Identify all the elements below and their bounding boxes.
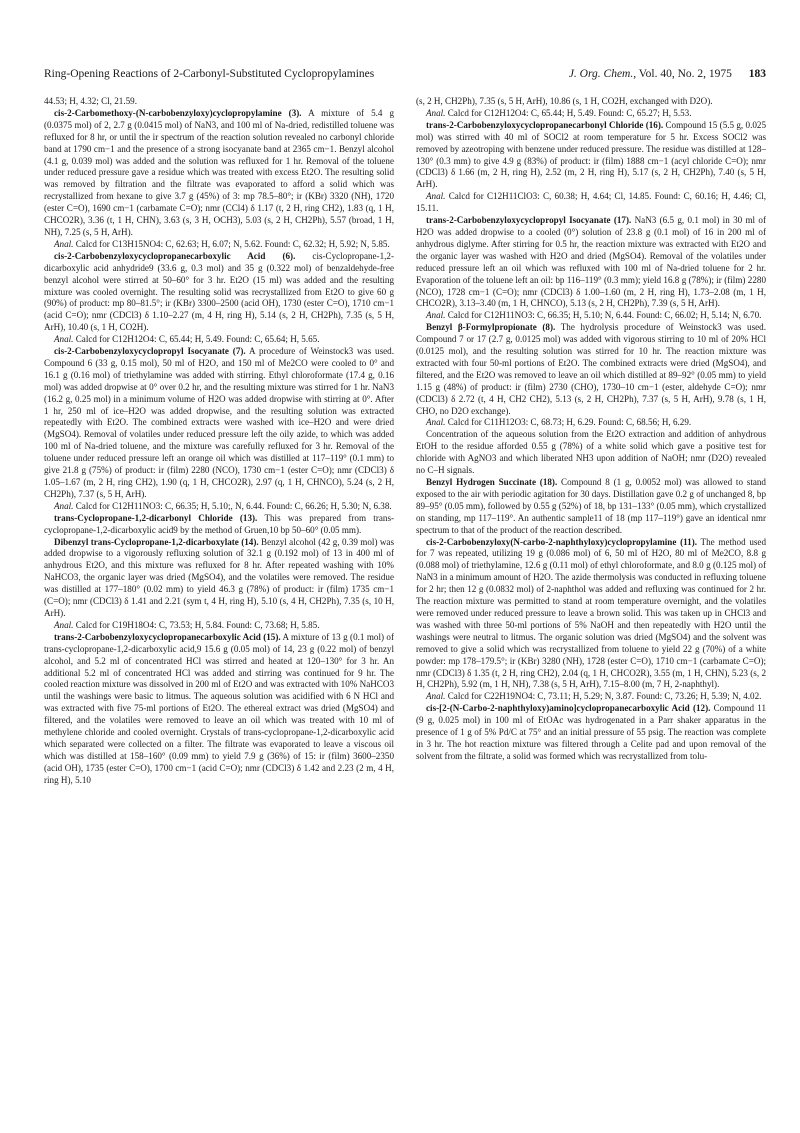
paragraph-text: NaN3 (6.5 g, 0.1 mol) in 30 ml of H2O was added dropwise to a cooled (0°) solution of 23.8 g (0.1 mol) of 16 in 200 ml of anhydrous diglyme. After stirring for 0.5 hr, the reaction mixture was extracted with Et2O and the organic layer was washed with H2O and dried (MgSO4). Removal of the volatiles under reduced pressure left an oil which was refluxed with 100 ml of Na-dried toluene for 2 hr. Evaporation of the toluene left an oil: bp 116–119° (0.3 mm); yield 16.8 g (78%); ir (film) 2280 (NCO), 1728 cm−1 (C=O); nmr (CDCl3) δ 1.00–1.60 (m, 2 H, ring H), 1.73–2.08 (m, 1 H, CHCO2R), 3.13–3.40 (m, 1 H, CHNCO), 5.13 (s, 2 H, CH2Ph), 7.39 (s, 5 H, ArH). bbox=[416, 215, 766, 309]
paragraph bbox=[44, 501, 394, 513]
paragraph-text: Calcd for C12H11ClO3: C, 60.38; H, 4.64; Cl, 14.85. Found: C, 60.16; H, 4.46; Cl, 15.11. bbox=[416, 191, 766, 214]
paragraph bbox=[416, 429, 766, 477]
journal-name: J. Org. Chem., bbox=[568, 68, 637, 80]
paragraph-text: 44.53; H, 4.32; Cl, 21.59. bbox=[44, 96, 137, 106]
paragraph bbox=[416, 120, 766, 191]
paragraph-text: The method used for 7 was repeated, utilizing 19 g (0.086 mol) of 6, 50 ml of H2O, 80 ml of Me2CO, 8.8 g (0.088 mol) of triethylamine, 12.6 g (0.11 mol) of ethyl chloroformate, and 8.0 g (0.125 mol) of NaN3 in a minimum amount of H2O. The azide thermolysis was conducted in refluxing toluene for 2 hr; then 12 g (0.0832 mol) of 2-naphthol was added and refluxing was continued for 2 hr. The reaction mixture was permitted to stand at room temperature overnight, and the volatiles were removed under reduced pressure to leave a brown solid. This was taken up in CHCl3 and was washed with three 50-ml portions of 5% NaOH and then repeatedly with H2O until the washings were neutral to litmus. The organic solution was dried (MgSO4) and the solvent was removed to give a solid which was recrystallized from toluene to yield 22 g (70%) of a white powder: mp 178–179.5°; ir (KBr) 3280 (NH), 1728 (ester C=O), 1710 cm−1 (carbamate C=O); nmr (CDCl3) δ 1.35 (t, 2 H, ring CH2), 2.04 (q, 1 H, CHCO2R), 3.55 (m, 1 H, CHN), 5.23 (s, 2 H, CH2Ph), 5.92 (m, 1 H, NH), 7.38 (s, 5 H, ArH), 7.15–8.00 (m, 7 H, 2-naphthyl). bbox=[416, 536, 766, 690]
journal-volume: Vol. 40, No. 2, 1975 bbox=[638, 68, 732, 80]
paragraph-text: Benzyl alcohol (42 g, 0.39 mol) was added dropwise to a vigorously refluxing solution of 32.1 g (0.192 mol) of 13 in 400 ml of anhydrous Et2O, and this mixture was refluxed for 8 hr. After repeated washing with 10% NaHCO3, the organic layer was dried (MgSO4), and the volatiles were removed. The residue was distilled at 177–180° (0.02 mm) to yield 46.3 g (78%) of product: ir (film) 1735 cm−1 (C=O); nmr (CDCl3) δ 1.41 and 2.21 (sym t, 4 H, ring H), 5.10 (s, 4 H, CH2Ph), 7.35 (s, 10 H, ArH). bbox=[44, 536, 394, 618]
paragraph-text: The hydrolysis procedure of Weinstock3 was used. Compound 7 or 17 (2.7 g, 0.0125 mol) was added with vigorous stirring to 10 ml of 20% HCl (0.0125 mol), and the resulting solution was stirred for 10 hr. The reaction mixture was extracted with four 50-ml portions of Et2O. The combined extracts were dried (MgSO4), and filtered, and the Et2O was removed to leave an oil which distilled at 89–92° (0.05 mm) to yield 1.15 g (48%) of product: ir (film) 2730 (CHO), 1730–10 cm−1 (ester, aldehyde C=O); nmr (CDCl3) δ 2.72 (t, 4 H, CH2 CH2), 5.13 (s, 2 H, CH2Ph), 7.37 (s, 5 H, ArH), 9.78 (s, 1 H, CHO, no D2O exchange). bbox=[416, 322, 766, 416]
paragraph bbox=[44, 513, 394, 537]
compound-heading: cis-2-Carbomethoxy-(N-carbobenzyloxy)cyclopropylamine (3). bbox=[54, 107, 302, 118]
compound-heading: trans-2-Carbobenzyloxycyclopropyl Isocyanate (17). bbox=[426, 215, 632, 226]
paragraph-text: Compound 15 (5.5 g, 0.025 mol) was stirred with 40 ml of SOCl2 at room temperature for 5 hr. Excess SOCl2 was removed by azeotroping with benzene under reduced pressure. The residue was distilled at 128–130° (0.3 mm) to give 4.9 g (83%) of product: ir (film) 1888 cm−1 (acyl chloride C=O); nmr (CDCl3) δ 1.66 (m, 2 H, ring H), 2.52 (m, 2 H, ring H), 5.17 (s, 2 H, CH2Ph), 7.40 (s, 5 H, ArH). bbox=[416, 119, 766, 190]
paragraph bbox=[416, 191, 766, 215]
paragraph bbox=[44, 632, 394, 787]
paragraph-text: A mixture of 13 g (0.1 mol) of trans-cyclopropane-1,2-dicarboxylic acid,9 15.6 g (0.05 mol) of 14, 23 g (0.22 mol) of benzyl alcohol, and 5.2 ml of concentrated HCl was stirred and heated at 120–130° for 3 hr. An additional 5.2 ml of concentrated HCl was added and stirring was continued for 9 hr. The cooled reaction mixture was dissolved in 200 ml of Et2O and was extracted with 10% NaHCO3 until the washings were basic to litmus. The aqueous solution was acidified with 6 N HCl and was extracted with five 75-ml portions of Et2O. The ethereal extract was dried (MgSO4) and filtered, and the volatiles were removed to leave an oil which was treated with 10 ml of methylene chloride and cooled overnight. Crystals of trans-cyclopropane-1,2-dicarboxylic acid which separated were collected on a filter. The filtrate was evaporated to leave a viscous oil which was distilled at 158–160° (0.09 mm) to yield 7.9 g (36%) of 15: ir (film) 3600–2350 (acid OH), 1735 (ester C=O), 1700 cm−1 (acid C=O); nmr (CDCl3) δ 1.42 and 2.23 (2 m, 4 H, ring H), 5.10 bbox=[44, 631, 394, 785]
paragraph-text: Calcd for C22H19NO4: C, 73.11; H, 5.29; N, 3.87. Found: C, 73.26; H, 5.39; N, 4.02. bbox=[447, 691, 762, 702]
running-title: Ring-Opening Reactions of 2-Carbonyl-Substituted Cyclopropylamines bbox=[44, 68, 375, 80]
compound-heading: Benzyl β-Formylpropionate (8). bbox=[426, 322, 556, 333]
paragraph-text: This was prepared from trans-cyclopropane-1,2-dicarboxylic acid9 by the method of Gruen,10 bp 50–60° (0.05 mm). bbox=[44, 512, 394, 535]
paragraph bbox=[44, 537, 394, 620]
page-number: 183 bbox=[748, 68, 766, 80]
paragraph-text: cis-Cyclopropane-1,2-dicarboxylic acid anhydride9 (33.6 g, 0.3 mol) and 35 g (0.322 mol) of benzaldehyde-free benzyl alcohol were stirred at 50–60° for 3 hr. Et2O (15 ml) was added and the resulting mixture was cooled overnight. The resulting solid was recrystallized from Et2O to give 60 g (90%) of product: mp 80–81.5°; ir (KBr) 3300–2500 (acid OH), 1730 (ester C=O), 1710 cm−1 (acid C=O); nmr (CDCl3) δ 1.10–2.27 (m, 4 H, ring H), 5.14 (s, 2 H, CH2Ph), 7.35 (s, 5 H, ArH), 10.40 (s, 1 H, CO2H). bbox=[44, 250, 394, 333]
running-head bbox=[44, 66, 766, 82]
paragraph bbox=[416, 537, 766, 692]
compound-heading: Benzyl Hydrogen Succinate (18). bbox=[426, 477, 558, 487]
paragraph bbox=[416, 417, 766, 429]
paragraph-text: Calcd for C12H11NO3: C, 66.35; H, 5.10;, N, 6.44. Found: C, 66.26; H, 5.30; N, 6.38. bbox=[75, 500, 392, 511]
analysis-label: Anal. bbox=[54, 238, 74, 249]
paragraph-text: A mixture of 5.4 g (0.0375 mol) of 2, 2.7 g (0.0415 mol) of NaN3, and 100 ml of Na-dried, redistilled toluene was refluxed for 8 hr, or until the ir spectrum of the reaction solution revealed no carbonyl chloride band at 1790 cm−1 and the presence of a strong isocyanate band at 2365 cm−1. Benzyl alcohol (4.1 g, 0.039 mol) was added and the solution was refluxed for 1 hr. Removal of the toluene under reduced pressure gave a residue which was treated with excess Et2O. The resulting solid was removed by filtration and the filtrate was evaporated to afford a solid which was recrystallized from hexane to give 3.7 g (45%) of 3: mp 78.5–80°; ir (KBr) 3320 (NH), 1720 (ester C=O), 1690 cm−1 (carbamate C=O); nmr (CCl4) δ 1.17 (t, 2 H, ring CH2), 1.83 (q, 1 H, CHCO2R), 3.36 (t, 1 H, CHN), 3.63 (s, 3 H, OCH3), 5.03 (s, 2 H, CH2Ph), 5.57 (broad, 1 H, NH), 7.25 (s, 5 H, ArH). bbox=[44, 107, 394, 237]
paragraph bbox=[416, 703, 766, 763]
analysis-label: Anal. bbox=[426, 310, 446, 321]
right-column bbox=[416, 96, 766, 1116]
paragraph bbox=[416, 96, 766, 108]
paragraph bbox=[44, 620, 394, 632]
paragraph-text: Calcd for C12H12O4: C, 65.44; H, 5.49. Found: C, 65.27; H, 5.53. bbox=[447, 107, 692, 118]
analysis-label: Anal. bbox=[426, 691, 446, 702]
paragraph-text: (s, 2 H, CH2Ph), 7.35 (s, 5 H, ArH), 10.86 (s, 1 H, CO2H, exchanged with D2O). bbox=[416, 96, 713, 106]
compound-heading: cis-2-Carbobenzyloxycyclopropyl Isocyanate (7). bbox=[54, 346, 246, 357]
paragraph bbox=[44, 108, 394, 239]
paragraph-text: Calcd for C12H12O4: C, 65.44; H, 5.49. Found: C, 65.64; H, 5.65. bbox=[75, 334, 320, 345]
analysis-label: Anal. bbox=[426, 191, 446, 202]
paragraph bbox=[44, 96, 394, 108]
compound-heading: Dibenzyl trans-Cyclopropane-1,2-dicarboxylate (14). bbox=[54, 536, 259, 547]
paragraph-text: Concentration of the aqueous solution from the Et2O extraction and addition of anhydrous EtOH to the residue afforded 0.55 g (78%) of a white solid which gave a positive test for chloride with AgNO3 and which liberated NH3 upon addition of NaOH; nmr (D2O) revealed no C–H signals. bbox=[416, 429, 766, 476]
paragraph bbox=[416, 477, 766, 537]
compound-heading: cis-2-Carbobenzyloxy(N-carbo-2-naphthyloxy)cyclopropylamine (11). bbox=[426, 536, 698, 547]
paragraph bbox=[44, 346, 394, 501]
paragraph-text: A procedure of Weinstock3 was used. Compound 6 (33 g, 0.15 mol), 50 ml of H2O, and 150 ml of Me2CO were cooled to 0° and 16.1 g (0.16 mol) of triethylamine was added with stirring. Ethyl chloroformate (17.4 g, 0.16 mol) was added dropwise at 0° over 0.2 hr, and the resulting mixture was stirred for 1 hr. NaN3 (16.2 g, 0.25 mol) in a minimum volume of H2O was added dropwise with stirring at 0°. After 1 hr, 250 ml of ice–H2O was added dropwise, and the resulting solution was extracted repeatedly with Et2O. The combined extracts were washed with ice–H2O and were dried (MgSO4). Removal of volatiles under reduced pressure left the oily azide, to which was added 100 ml of Na-dried toluene, and the mixture was carefully refluxed for 3 hr. Removal of the toluene under reduced pressure left an orange oil which was distilled at 117–119° (0.1 mm) to give 21.8 g (75%) of product: ir (film) 2280 (NCO), 1730 cm−1 (ester C=O); nmr (CDCl3) δ 1.05–1.67 (m, 2 H, ring CH2), 1.90 (q, 1 H, CHCO2R), 2.97 (q, 1 H, CHNCO), 5.24 (s, 2 H, CH2Ph), 7.37 (s, 5 H, ArH). bbox=[44, 346, 394, 499]
paragraph bbox=[416, 691, 766, 703]
paragraph-text: Calcd for C19H18O4: C, 73.53; H, 5.84. Found: C, 73.68; H, 5.85. bbox=[75, 619, 320, 630]
paragraph-text: Compound 11 (9 g, 0.025 mol) in 100 ml of EtOAc was hydrogenated in a Parr shaker apparatus in the presence of 1 g of 5% Pd/C at 75° and an initial pressure of 55 psig. The reaction was complete in 3 hr. The hot reaction mixture was filtered through a Celite pad and upon removal of the solvent from the filtrate, a solid was formed which was recrystallized from tolu- bbox=[416, 703, 766, 761]
paragraph bbox=[44, 251, 394, 334]
paragraph-text: Calcd for C12H11NO3: C, 66.35; H, 5.10; N, 6.44. Found: C, 66.02; H, 5.14; N, 6.70. bbox=[447, 310, 762, 321]
compound-heading: trans-2-Carbobenzyloxycyclopropanecarboxylic Acid (15). bbox=[54, 631, 281, 642]
analysis-label: Anal. bbox=[426, 417, 446, 428]
analysis-label: Anal. bbox=[426, 107, 446, 118]
paragraph bbox=[416, 322, 766, 417]
paragraph-text: Calcd for C13H15NO4: C, 62.63; H, 6.07; N, 5.62. Found: C, 62.32; H, 5.92; N, 5.85. bbox=[75, 238, 390, 249]
paragraph-text: Compound 8 (1 g, 0.0052 mol) was allowed to stand exposed to the air with periodic agitation for 30 days. Distillation gave 0.2 g of unchanged 8, bp 89–95° (0.05 mm), followed by 0.55 g (52%) of 18, bp 131–133° (0.05 mm), which crystallized on standing, mp 117–119°. An authentic sample11 of 18 (mp 117–119°) gave an identical nmr spectrum to that of the product of the reaction described. bbox=[416, 477, 766, 535]
paragraph bbox=[416, 215, 766, 310]
paragraph-text: Calcd for C11H12O3: C, 68.73; H, 6.29. Found: C, 68.56; H, 6.29. bbox=[447, 417, 692, 428]
analysis-label: Anal. bbox=[54, 334, 74, 345]
compound-heading: cis-[2-(N-Carbo-2-naphthyloxy)amino]cyclopropanecarboxylic Acid (12). bbox=[426, 703, 711, 714]
compound-heading: trans-2-Carbobenzyloxycyclopropanecarbonyl Chloride (16). bbox=[426, 119, 664, 130]
left-column bbox=[44, 96, 394, 1116]
paragraph bbox=[44, 334, 394, 346]
analysis-label: Anal. bbox=[54, 500, 74, 511]
paragraph bbox=[416, 108, 766, 120]
compound-heading: cis-2-Carbobenzyloxycyclopropanecarboxylic Acid (6). bbox=[54, 250, 296, 261]
paragraph bbox=[44, 239, 394, 251]
paragraph bbox=[416, 310, 766, 322]
analysis-label: Anal. bbox=[54, 619, 74, 630]
journal-citation bbox=[569, 66, 766, 82]
compound-heading: trans-Cyclopropane-1,2-dicarbonyl Chloride (13). bbox=[54, 512, 258, 523]
